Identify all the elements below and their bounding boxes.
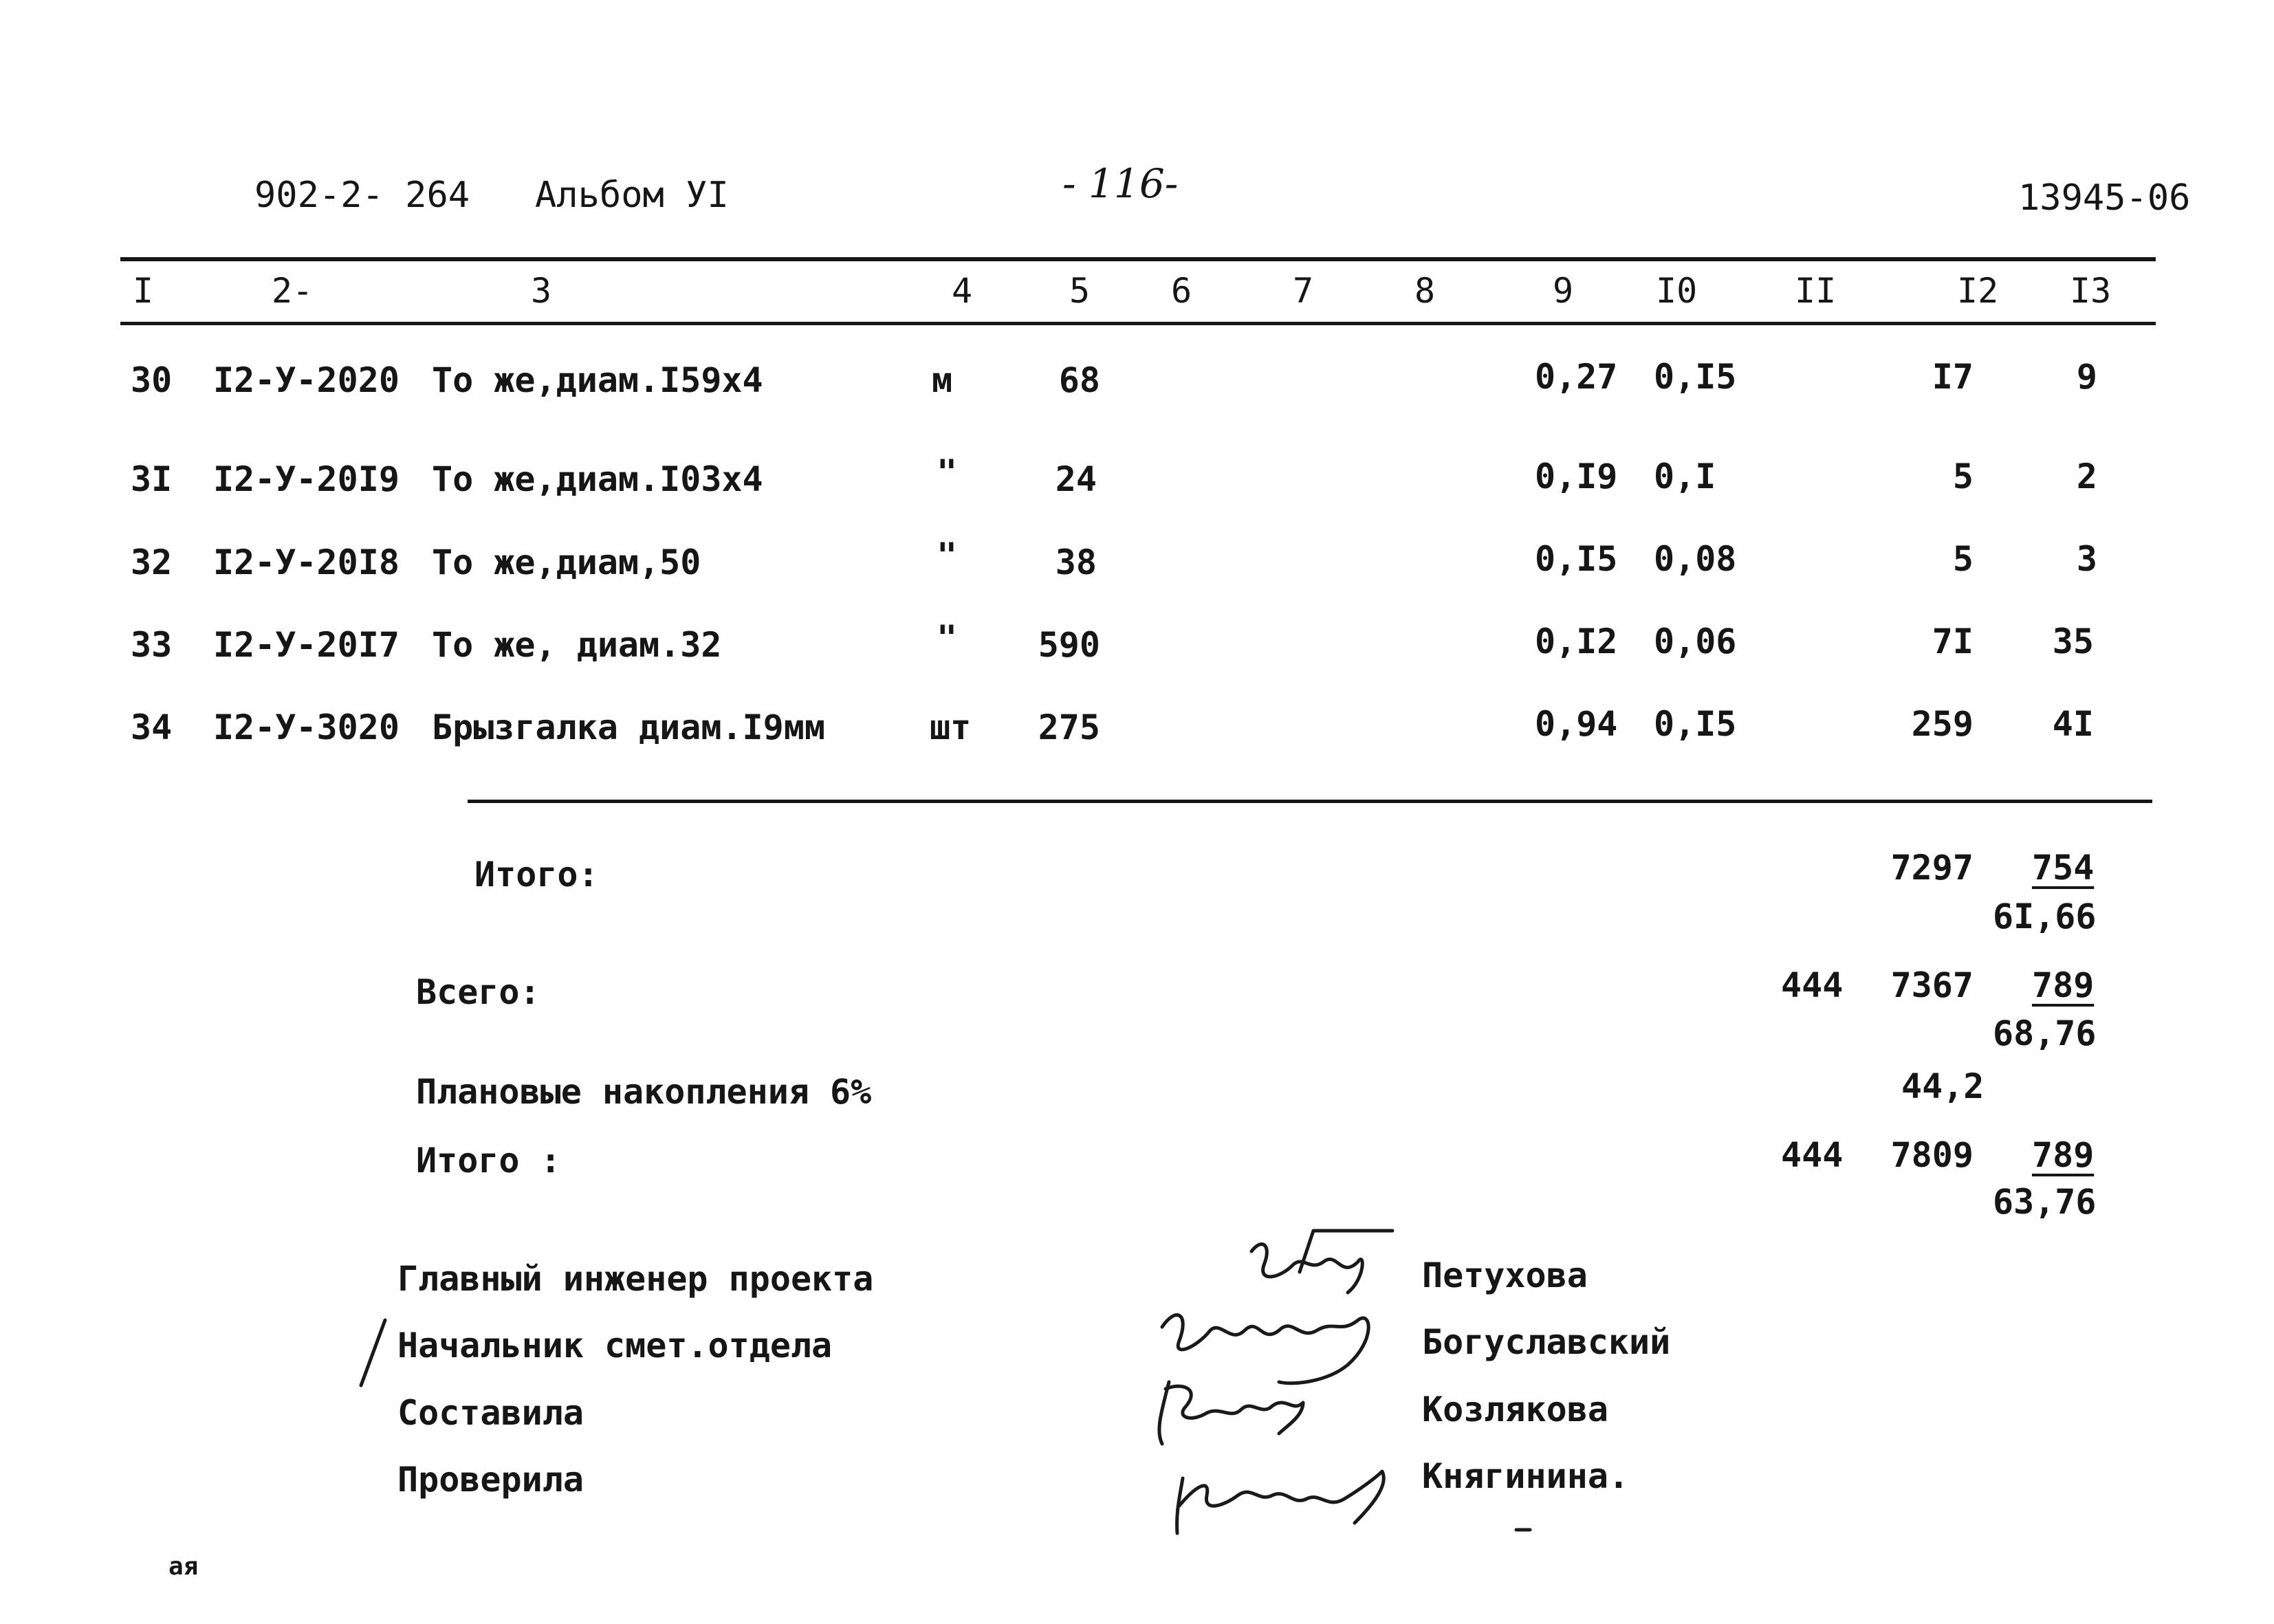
- signature-name-chief-engineer: Петухова: [1422, 1255, 1588, 1295]
- row-name: То же, диам.32: [432, 625, 722, 665]
- row-col9: 0,27: [1535, 357, 1618, 397]
- row-qty: 68: [1058, 360, 1100, 400]
- itogo-final-label: Итого :: [416, 1141, 561, 1181]
- row-code: I2-У-20I9: [213, 459, 400, 499]
- col-header-10: I0: [1656, 271, 1698, 311]
- album-label: Альбом УI: [535, 175, 729, 216]
- row-unit: ": [937, 618, 958, 658]
- row-number: 32: [131, 542, 173, 582]
- row-col9: 0,94: [1535, 704, 1618, 744]
- document-number: 13945-06: [2018, 177, 2191, 219]
- row-col10: 0,I: [1654, 457, 1716, 496]
- row-col9: 0,I5: [1535, 539, 1618, 579]
- row-number: 30: [131, 360, 173, 400]
- col-header-5: 5: [1069, 271, 1091, 311]
- page-number: - 116-: [1062, 160, 1179, 207]
- vsego-col12: 7367: [1890, 965, 1974, 1005]
- row-unit: м: [932, 360, 953, 400]
- col-header-1: I: [133, 271, 154, 311]
- col-header-8: 8: [1414, 271, 1436, 311]
- row-qty: 590: [1038, 625, 1100, 665]
- itogo-col13-bottom: 6I,66: [1993, 897, 2097, 936]
- row-unit: ": [937, 536, 958, 575]
- row-code: I2-У-2020: [213, 360, 400, 400]
- row-col12: 5: [1952, 457, 1974, 496]
- col-header-9: 9: [1553, 271, 1574, 311]
- row-code: I2-У-20I7: [213, 625, 400, 665]
- project-code: 902-2- 264: [254, 175, 470, 216]
- row-code: I2-У-3020: [213, 707, 400, 747]
- itogo-final-col13-bottom: 63,76: [1993, 1182, 2097, 1222]
- row-code: I2-У-20I8: [213, 542, 400, 582]
- row-name: То же,диам.I03х4: [432, 459, 763, 499]
- col-header-3: 3: [531, 271, 552, 311]
- row-col13: 9: [2076, 357, 2097, 397]
- vsego-col13-top: 789: [2032, 965, 2095, 1005]
- row-name: Брызгалка диам.I9мм: [432, 707, 825, 747]
- col-header-6: 6: [1171, 271, 1192, 311]
- row-qty: 38: [1055, 542, 1097, 582]
- signature-name-estimate-head: Богуславский: [1422, 1322, 1671, 1362]
- row-col13: 4I: [2052, 704, 2094, 744]
- row-number: 34: [131, 707, 173, 747]
- row-col10: 0,08: [1654, 539, 1737, 579]
- row-col9: 0,I9: [1535, 457, 1618, 496]
- signature-role-compiled-by: Составила: [397, 1393, 584, 1433]
- signature-role-checked-by: Проверила: [397, 1460, 584, 1500]
- row-number: 33: [131, 625, 173, 665]
- row-col13: 2: [2076, 457, 2097, 496]
- signature-role-chief-engineer: Главный инженер проекта: [397, 1259, 874, 1299]
- col-header-12: I2: [1957, 271, 1999, 311]
- row-col13: 3: [2076, 539, 2097, 579]
- col-header-13: I3: [2070, 271, 2112, 311]
- signature-scribble-4: [1177, 1471, 1384, 1533]
- col-header-4: 4: [952, 271, 973, 311]
- row-col10: 0,06: [1654, 622, 1737, 661]
- itogo-final-col11: 444: [1781, 1135, 1844, 1175]
- row-qty: 24: [1055, 459, 1097, 499]
- itogo-col12: 7297: [1890, 848, 1974, 888]
- vsego-label: Всего:: [416, 972, 540, 1012]
- planned-savings-label: Плановые накопления 6%: [416, 1072, 872, 1112]
- vsego-col13-bottom: 68,76: [1993, 1013, 2097, 1053]
- row-number: 3I: [131, 459, 173, 499]
- footer-mark: ая: [168, 1552, 199, 1581]
- row-col9: 0,I2: [1535, 622, 1618, 661]
- itogo-final-col12: 7809: [1890, 1135, 1974, 1175]
- signature-role-estimate-head: Начальник смет.отдела: [397, 1326, 833, 1365]
- itogo-label: Итого:: [474, 855, 599, 895]
- row-col13: 35: [2052, 622, 2094, 661]
- row-unit: шт: [930, 707, 972, 747]
- itogo-final-col13-top: 789: [2032, 1135, 2095, 1175]
- col-header-11: II: [1795, 271, 1837, 311]
- signature-scribble-3: [1159, 1382, 1303, 1444]
- row-col10: 0,I5: [1654, 704, 1737, 744]
- planned-savings-col12: 44,2: [1901, 1066, 1985, 1106]
- row-col10: 0,I5: [1654, 357, 1737, 397]
- row-col12: 7I: [1932, 622, 1974, 661]
- col-header-7: 7: [1293, 271, 1314, 311]
- margin-slash-mark: [361, 1320, 385, 1385]
- col-header-2: 2-: [272, 271, 314, 311]
- signature-scribble-1: [1251, 1231, 1392, 1293]
- row-name: То же,диам,50: [432, 542, 701, 582]
- signature-name-compiled-by: Козлякова: [1422, 1390, 1608, 1429]
- row-qty: 275: [1038, 707, 1100, 747]
- row-unit: ": [937, 452, 958, 492]
- row-col12: I7: [1932, 357, 1974, 397]
- row-name: То же,диам.I59х4: [432, 360, 763, 400]
- vsego-col11: 444: [1781, 965, 1844, 1005]
- row-col12: 5: [1952, 539, 1974, 579]
- signature-name-checked-by: Княгинина.: [1422, 1456, 1630, 1496]
- row-col12: 259: [1911, 704, 1974, 744]
- itogo-col13-top: 754: [2032, 848, 2095, 888]
- signature-scribble-2: [1162, 1315, 1368, 1383]
